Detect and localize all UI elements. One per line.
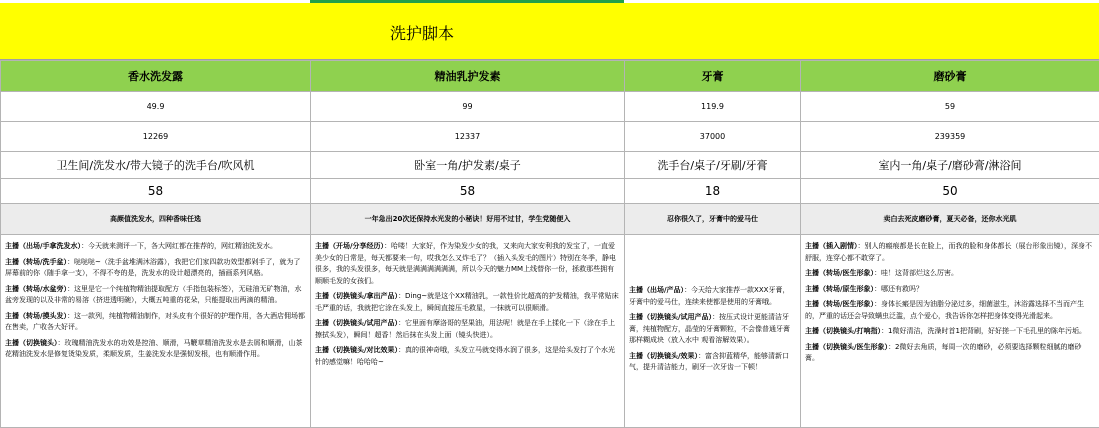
column-header[interactable]: 牙膏 (625, 61, 801, 92)
script-line (5, 311, 306, 334)
column-header[interactable]: 磨砂膏 (801, 61, 1099, 92)
scene-cell[interactable]: 卧室一角/护发素/桌子 (311, 152, 625, 179)
sales-cell[interactable]: 239359 (801, 122, 1099, 152)
script-line (629, 312, 796, 347)
title-band (0, 3, 1099, 60)
script-line (805, 342, 1095, 365)
sales-cell[interactable]: 12269 (1, 122, 311, 152)
script-line (315, 291, 620, 314)
script-text: ：身体长瘢是因为油脂分泌过多，细菌滋生，沐浴露选择不当而产生的，严重的话还会导致螨虫泛滥，点个爱心，我告诉你怎样把身体变得光滑起来。 (805, 300, 1084, 320)
sales-cell[interactable]: 37000 (625, 122, 801, 152)
script-line (805, 326, 1095, 338)
script-label: 主播（切换镜头/对比效果） (315, 346, 398, 354)
script-label: 主播（转场/原生形象） (805, 285, 874, 293)
script-line (805, 241, 1095, 264)
script-label: 主播（出场/手拿洗发水） (5, 242, 81, 250)
scene-cell[interactable]: 室内一角/桌子/磨砂膏/淋浴间 (801, 152, 1099, 179)
script-line (629, 351, 796, 374)
column-header[interactable]: 香水洗发露 (1, 61, 311, 92)
script-line (5, 257, 306, 280)
tagline-cell[interactable]: 一年急出20次还保持水光发的小秘诀！好用不过甘，学生党随便入 (311, 204, 625, 235)
script-text: ：哈喽！大家好，作为染发少女的我，又来向大家安利我的发宝了，一直爱美少女的日常是，每天都要来一句，哎我怎么又炸毛了？（插入头发毛的图片）特别在冬季，静电很多，我的头发很多，每天就是满满满满满满，所以今天的魅力MM上线替你一份，拯救那些拥有顺顺毛发的女孩们。 (315, 242, 616, 285)
script-text: ：它里面有摩洛哥的坚果油，用法呢！就是在手上揉化一下（涂在手上擦拭头发），瞬间！超香！然后抹在头发上面（镜头快进）。 (315, 319, 615, 339)
script-text: ：玫瑰精油洗发水的功效是控油、顺滑，马鞭草精油洗发水是去屑和顺滑，山茶花精油洗发水是修复烫染发质，柔顺发质，生姜洗发水是强韧发根，也有顺滑作用。 (5, 339, 303, 359)
script-text: ：别人的瘢痕都是长在脸上，而我的脸和身体都长（展台形象出镜），深身不舒服，连穿心都不敢穿了。 (805, 242, 1092, 262)
script-text: ：今天就来测评一下，各大网红都在推荐的，网红精油洗发水。 (81, 242, 277, 250)
script-text: ：Ding~就是这个XX精油乳，一款性价比超高的护发精油，我平常贴床毛严重的话，我就把它涂在头发上，瞬间直接压毛救星，一抹就可以很顺滑。 (315, 292, 619, 312)
script-label: 主播（切换镜头） (5, 339, 58, 347)
script-cell[interactable] (1, 235, 311, 428)
script-text: ：真的很神奇哦，头发立马就变得水润了很多，这是给头发打了个水光针的感觉嘛！哈哈哈~ (315, 346, 615, 366)
script-table (0, 60, 1099, 428)
page-title: 洗护脚本 (390, 21, 454, 44)
script-label: 主播（切换镜头/试用产品） (315, 319, 398, 327)
script-text: ：2微好去角质，每周一次的磨砂，必须要选择颗粒细腻的磨砂膏。 (805, 343, 1082, 363)
sales-cell[interactable]: 12337 (311, 122, 625, 152)
script-label: 主播（切换镜头/打响指） (805, 327, 881, 335)
scene-cell[interactable]: 卫生间/洗发水/带大镜子的洗手台/吹风机 (1, 152, 311, 179)
script-line (315, 345, 620, 368)
count-cell[interactable]: 18 (625, 179, 801, 204)
price-row (1, 92, 1099, 122)
script-label: 主播（转场/医生形象） (805, 269, 874, 277)
count-cell[interactable]: 58 (1, 179, 311, 204)
script-label: 主播（转场/洗手盆） (5, 258, 67, 266)
script-label: 主播（出场/产品） (629, 286, 684, 294)
script-line (805, 268, 1095, 280)
script-line (5, 241, 306, 253)
script-line (5, 338, 306, 361)
tagline-row (1, 204, 1099, 235)
script-line (315, 241, 620, 287)
script-label: 主播（切换镜头/拿出产品） (315, 292, 398, 300)
script-text: ：按压式设计更能清洁牙膏，纯植物配方，晶莹的牙膏颗粒，不会像普通牙膏那样糊成块（放入水中 观看溶解效果）。 (629, 313, 790, 344)
script-label: 主播（转场/水盆旁） (5, 285, 67, 293)
price-cell[interactable]: 49.9 (1, 92, 311, 122)
script-text: ：这里是它一个纯植物精油提取配方（手指包装标签），无硅油无矿物油，水盆旁发现的以及非常的易溶（挤进透明碗），大概五吨重的花朵，只能提取出两滴的精油。 (5, 285, 302, 305)
script-label: 主播（切换镜头/效果） (629, 352, 698, 360)
scene-cell[interactable]: 洗手台/桌子/牙刷/牙膏 (625, 152, 801, 179)
header-row (1, 61, 1099, 92)
count-cell[interactable]: 58 (311, 179, 625, 204)
scene-row (1, 152, 1099, 179)
script-label: 主播（转场/医生形象） (805, 300, 874, 308)
script-label: 主播（插入剧情） (805, 242, 858, 250)
script-line (805, 284, 1095, 296)
tagline-cell[interactable]: 忍你很久了，牙膏中的爱马仕 (625, 204, 801, 235)
script-row (1, 235, 1099, 428)
count-row (1, 179, 1099, 204)
tagline-cell[interactable]: 高颜值洗发水，四种香味任选 (1, 204, 311, 235)
script-text: ：1微好清洁，洗澡时首1把背刷，好好搓一下毛孔里的陈年污垢。 (881, 327, 1086, 335)
script-line (5, 284, 306, 307)
script-line (629, 285, 796, 308)
script-cell[interactable] (311, 235, 625, 428)
count-cell[interactable]: 50 (801, 179, 1099, 204)
script-label: 主播（切换镜头/医生形象） (805, 343, 888, 351)
script-text: ：今天给大家推荐一款XXX牙膏，牙膏中的爱马仕，连续来使都是使用的牙膏哦。 (629, 286, 789, 306)
script-line (315, 318, 620, 341)
script-label: 主播（转场/摸头发） (5, 312, 67, 320)
script-text: ：哇！这背部烂这么厉害。 (874, 269, 958, 277)
script-label: 主播（切换镜头/试用产品） (629, 313, 712, 321)
script-label: 主播（开场/分享经历） (315, 242, 384, 250)
script-cell[interactable] (625, 235, 801, 428)
script-text: ：哒哒哒~（洗手盆堆满沐浴露），我把它们家四款功效型都剁手了，就为了屏幕前的你（随手拿一支），不得不夸的是，洗发水的设计超漂亮的，插画系列风格。 (5, 258, 300, 278)
price-cell[interactable]: 119.9 (625, 92, 801, 122)
cell-spacer (629, 241, 796, 285)
price-cell[interactable]: 99 (311, 92, 625, 122)
tagline-cell[interactable]: 卖白去死皮磨砂膏，夏天必备，还你水光肌 (801, 204, 1099, 235)
script-cell[interactable] (801, 235, 1099, 428)
script-text: ：哪还有救吗？ (874, 285, 923, 293)
price-cell[interactable]: 59 (801, 92, 1099, 122)
script-text: ：富含抑蓝精华，能够清新口气，提升清洁能力，刷牙一次牙齿一下顿！ (629, 352, 789, 372)
script-text: ：这一款列，纯植物精油制作，对头皮有个很好的护理作用，各大酒店佣场都在售卖，广收各大好评。 (5, 312, 305, 332)
column-header[interactable]: 精油乳护发素 (311, 61, 625, 92)
script-line (805, 299, 1095, 322)
sales-row (1, 122, 1099, 152)
